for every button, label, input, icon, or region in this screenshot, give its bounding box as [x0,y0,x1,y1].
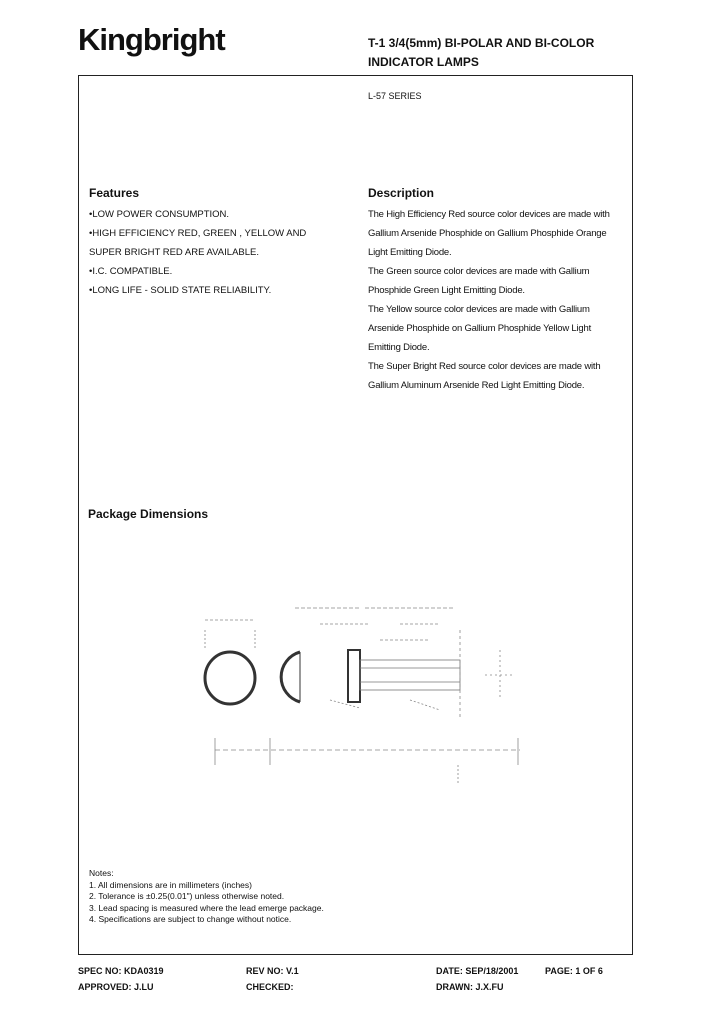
feature-item: •LOW POWER CONSUMPTION. [89,209,230,220]
led-top-view [205,652,255,704]
title-line-1: T-1 3/4(5mm) BI-POLAR AND BI-COLOR [368,36,595,50]
features-list [89,205,306,300]
description-paragraph: The Super Bright Red source color devices are made with Gallium Aluminum Arsenide Red Light Emitting Diode. [368,361,601,391]
led-side-view [281,652,300,702]
feature-item: SUPER BRIGHT RED ARE AVAILABLE. [89,247,260,258]
feature-item: •I.C. COMPATIBLE. [89,266,173,277]
note-item: 2. Tolerance is ±0.25(0.01") unless otherwise noted. [89,891,285,901]
footer-page: PAGE: 1 OF 6 [545,966,603,976]
feature-item: •LONG LIFE - SOLID STATE RELIABILITY. [89,285,272,296]
description-paragraph: The High Efficiency Red source color devices are made with Gallium Arsenide Phosphide on Gallium Phosphide Orange Light Emitting Diode. [368,209,610,258]
features-heading: Features [89,186,140,200]
note-item: 4. Specifications are subject to change without notice. [89,914,292,924]
description-paragraph: The Yellow source color devices are made with Gallium Arsenide Phosphide on Gallium Phosphide Yellow Light Emitting Diode. [368,304,592,353]
package-heading: Package Dimensions [88,507,209,521]
footer-checked: CHECKED: [246,982,294,992]
footer-rev-no: REV NO: V.1 [246,966,299,976]
notes [89,868,324,926]
note-item: 3. Lead spacing is measured where the lead emerge package. [89,902,324,913]
note-item: 1. All dimensions are in millimeters (inches) [89,879,252,890]
led-flange [348,650,360,702]
document-title [368,34,594,72]
description-body [368,205,623,395]
description-heading: Description [368,186,435,200]
logo: Kingbright [78,22,225,57]
description-paragraph: The Green source color devices are made with Gallium Phosphide Green Light Emitting Diode. [368,266,590,296]
footer-date: DATE: SEP/18/2001 [436,966,519,976]
footer-spec-no: SPEC NO: KDA0319 [78,966,164,976]
footer-drawn: DRAWN: J.X.FU [436,982,504,992]
notes-heading: Notes: [89,868,114,878]
package-drawing [200,590,540,795]
title-line-2: INDICATOR LAMPS [368,55,479,69]
footer-approved: APPROVED: J.LU [78,982,154,992]
series-label: L-57 SERIES [368,91,422,101]
feature-item: •HIGH EFFICIENCY RED, GREEN , YELLOW AND [89,228,307,239]
